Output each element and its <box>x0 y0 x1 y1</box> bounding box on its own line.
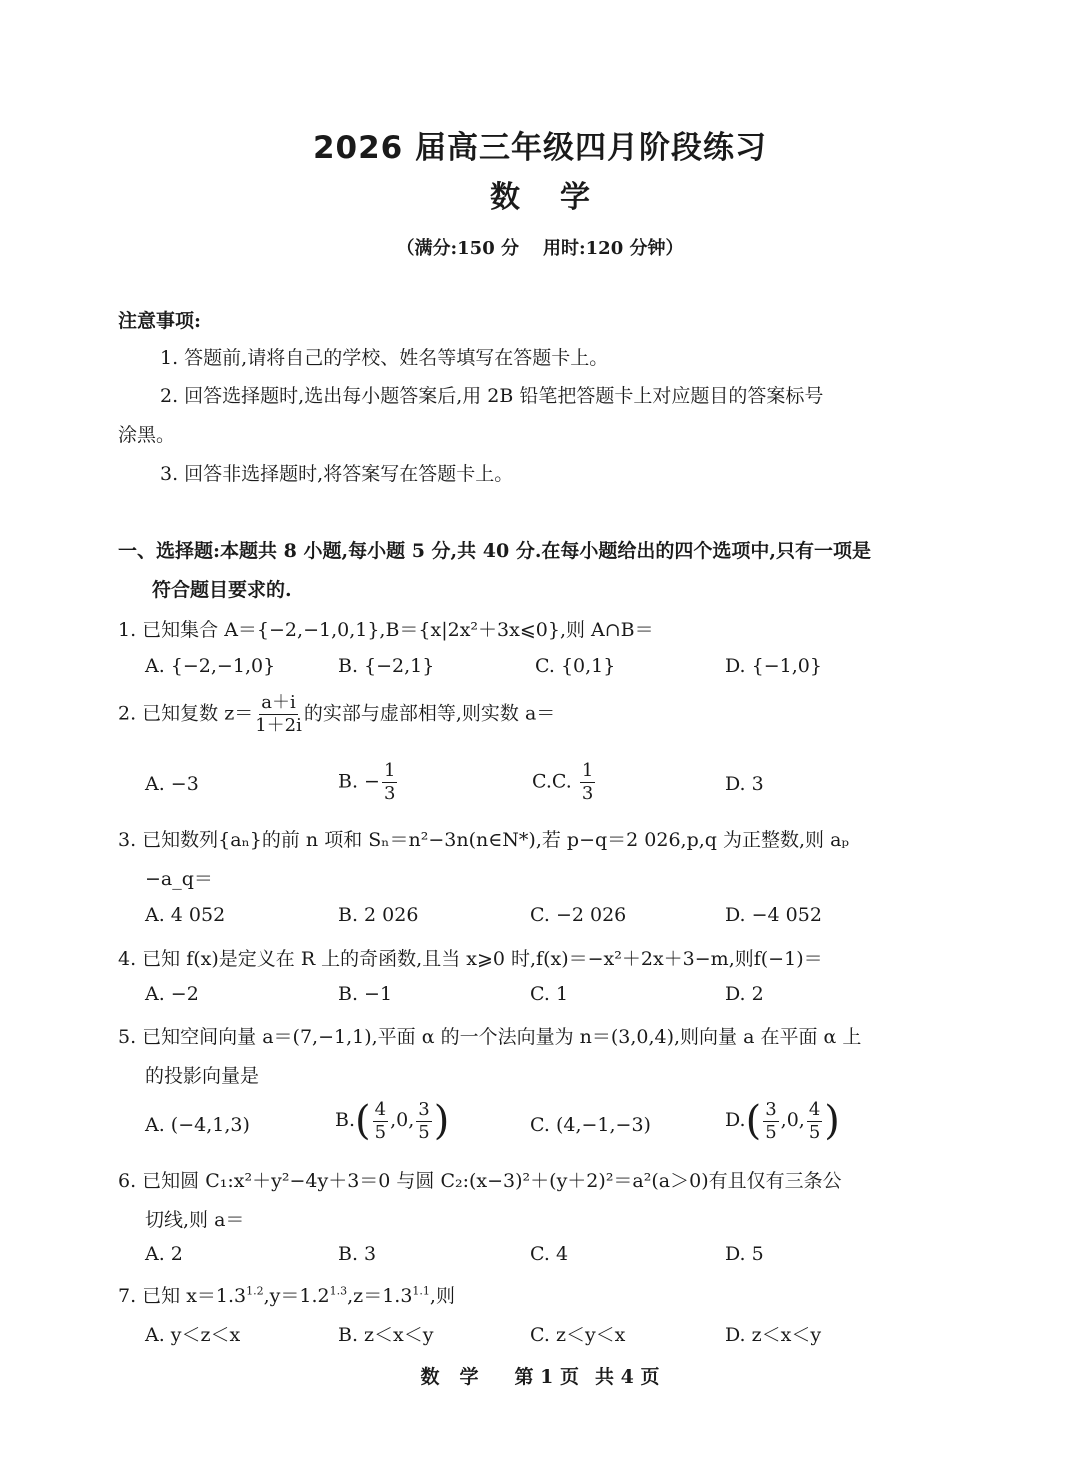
q6-option-b: B. 3 <box>338 1243 377 1265</box>
q5-option-d: D.( $\frac{3}{5}$ ,0, $\frac{4}{5}$ ) <box>725 1098 840 1144</box>
q4-option-c: C. 1 <box>530 983 569 1005</box>
question-4-stem: 4. 已知 f(x)是定义在 R 上的奇函数,且当 x⩾0 时,f(x)＝−x²＋2x＋3−m,则f(−1)＝ <box>118 948 823 970</box>
middle: ,0, <box>780 1109 805 1131</box>
notice-item: 1. 答题前,请将自己的学校、姓名等填写在答题卡上。 <box>160 347 609 369</box>
stem-text: ,z＝1.3 <box>347 1285 413 1307</box>
q6-option-c: C. 4 <box>530 1243 569 1265</box>
exam-time: 用时:120 分钟） <box>543 238 684 259</box>
notice-heading: 注意事项: <box>118 310 202 332</box>
q1-option-d: D. {−1,0} <box>725 655 822 677</box>
footer-total: 共 4 页 <box>595 1366 660 1388</box>
q7-option-d: D. z＜x＜y <box>725 1324 822 1346</box>
question-3-stem-cont: −a_q＝ <box>145 868 213 890</box>
q2-option-a: A. −3 <box>145 773 199 795</box>
exponent: 1.3 <box>329 1284 348 1298</box>
q1-option-c: C. {0,1} <box>535 655 616 677</box>
question-2-stem <box>118 692 555 737</box>
stem-text: 7. 已知 x＝1.3 <box>118 1285 247 1307</box>
q3-option-d: D. −4 052 <box>725 904 822 926</box>
q4-option-b: B. −1 <box>338 983 393 1005</box>
page-title: 2026 届高三年级四月阶段练习 <box>312 130 768 166</box>
option-label: D. <box>725 1109 746 1131</box>
stem-text: 的实部与虚部相等,则实数 a＝ <box>303 702 556 725</box>
footer-subject: 数学 <box>420 1366 499 1388</box>
stem-text: ,则 <box>429 1285 455 1307</box>
numerator: a＋i <box>261 692 296 713</box>
notice-item: 涂黑。 <box>118 424 176 446</box>
option-label: C. <box>551 770 578 793</box>
q7-option-b: B. z＜x＜y <box>338 1324 434 1346</box>
question-3-stem: 3. 已知数列{aₙ}的前 n 项和 Sₙ＝n²−3n(n∈N*),若 p−q＝2 026,p,q 为正整数,则 aₚ <box>118 829 849 851</box>
q7-option-c: C. z＜y＜x <box>530 1324 626 1346</box>
stem-text: ,y＝1.2 <box>263 1285 330 1307</box>
denominator: 3 <box>581 783 594 804</box>
denominator: 5 <box>765 1121 777 1143</box>
question-6-stem-cont: 切线,则 a＝ <box>145 1209 245 1231</box>
notice-item: 2. 回答选择题时,选出每小题答案后,用 2B 铅笔把答题卡上对应题目的答案标号 <box>160 385 824 407</box>
numerator: 4 <box>808 1098 821 1120</box>
q3-option-c: C. −2 026 <box>530 904 627 926</box>
denominator: 5 <box>808 1121 821 1143</box>
denominator: 5 <box>374 1121 387 1143</box>
numerator: 4 <box>374 1098 387 1120</box>
fraction <box>255 692 302 737</box>
q6-option-d: D. 5 <box>725 1243 764 1265</box>
numerator: 1 <box>383 760 396 781</box>
stem-text: 2. 已知复数 z＝ <box>118 702 254 725</box>
q5-option-b: B.( $\frac{4}{5}$ ,0, $\frac{3}{5}$ ) <box>335 1098 450 1144</box>
question-7-stem <box>118 1281 455 1308</box>
q3-option-a: A. 4 052 <box>145 904 226 926</box>
full-score: （满分:150 分 <box>396 238 519 259</box>
question-5-stem: 5. 已知空间向量 a＝(7,−1,1),平面 α 的一个法向量为 n＝(3,0,4),则向量 a 在平面 α 上 <box>118 1026 862 1048</box>
exponent: 1.1 <box>412 1284 430 1298</box>
subject-title: 数学 <box>490 180 630 215</box>
denominator: 5 <box>418 1121 430 1143</box>
page-footer <box>0 1362 1080 1389</box>
section-heading-cont: 符合题目要求的. <box>152 579 292 601</box>
q1-option-a: A. {−2,−1,0} <box>145 655 276 677</box>
q2-option-b <box>338 760 399 805</box>
section-heading: 一、选择题:本题共 8 小题,每小题 5 分,共 40 分.在每小题给出的四个选项中,只有一项是 <box>118 540 872 562</box>
q2-option-d: D. 3 <box>725 773 764 795</box>
option-label: B. <box>335 1109 356 1131</box>
q4-option-d: D. 2 <box>725 983 764 1005</box>
middle: ,0, <box>390 1109 415 1131</box>
numerator: 3 <box>765 1098 777 1120</box>
question-1-stem: 1. 已知集合 A＝{−2,−1,0,1},B＝{x|2x²＋3x⩽0},则 A∩B＝ <box>118 619 654 641</box>
exam-meta <box>0 234 1080 260</box>
numerator: 1 <box>581 760 594 781</box>
notice-item: 3. 回答非选择题时,将答案写在答题卡上。 <box>160 463 514 485</box>
q4-option-a: A. −2 <box>145 983 199 1005</box>
q6-option-a: A. 2 <box>145 1243 183 1265</box>
fraction <box>382 760 397 805</box>
denominator: 1＋2i <box>255 715 302 736</box>
q2-option-c: C.C. $\frac{1}{3}$ <box>532 760 594 804</box>
option-label: B. − <box>338 770 380 793</box>
footer-page: 第 1 页 <box>514 1366 579 1388</box>
exponent: 1.2 <box>246 1284 264 1298</box>
denominator: 3 <box>383 783 396 804</box>
numerator: 3 <box>418 1098 430 1120</box>
fraction <box>580 760 595 805</box>
question-6-stem: 6. 已知圆 C₁:x²＋y²−4y＋3＝0 与圆 C₂:(x−3)²＋(y＋2)²＝a²(a＞0)有且仅有三条公 <box>118 1170 842 1192</box>
question-5-stem-cont: 的投影向量是 <box>145 1065 260 1087</box>
q7-option-a: A. y＜z＜x <box>145 1324 241 1346</box>
q5-option-a: A. (−4,1,3) <box>145 1114 250 1136</box>
q1-option-b: B. {−2,1} <box>338 655 435 677</box>
q3-option-b: B. 2 026 <box>338 904 419 926</box>
q5-option-c: C. (4,−1,−3) <box>530 1114 651 1136</box>
